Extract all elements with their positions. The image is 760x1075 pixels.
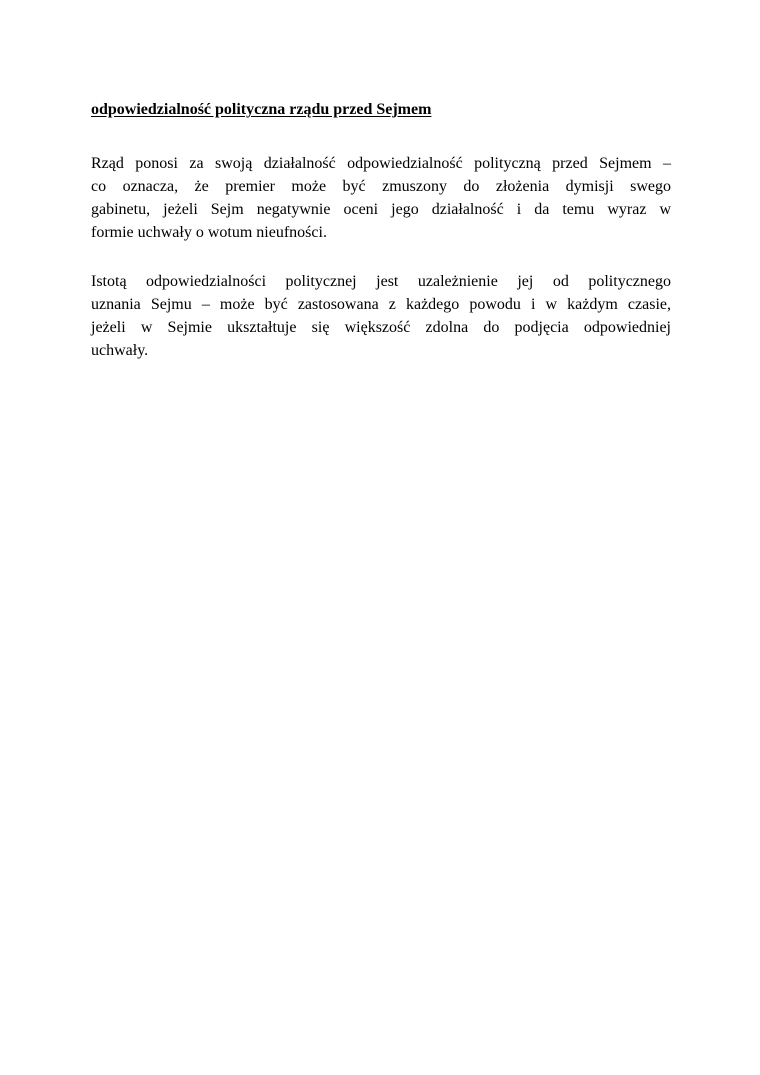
paragraph-line: Rząd ponosi za swoją działalność odpowiedzialność polityczną przed Sejmem – — [91, 155, 671, 172]
paragraph-line: uchwały. — [91, 342, 149, 359]
paragraph-1 — [91, 152, 671, 244]
paragraph-line: co oznacza, że premier może być zmuszony do złożenia dymisji swego — [91, 178, 671, 195]
paragraph-2 — [91, 270, 671, 362]
paragraph-line: gabinetu, jeżeli Sejm negatywnie oceni jego działalność i da temu wyraz w — [91, 201, 671, 218]
paragraph-line: jeżeli w Sejmie ukształtuje się większość zdolna do podjęcia odpowiedniej — [91, 319, 671, 336]
document-title: odpowiedzialność polityczna rządu przed Sejmem — [91, 101, 432, 118]
paragraph-line: uznania Sejmu – może być zastosowana z każdego powodu i w każdym czasie, — [91, 296, 671, 313]
paragraph-line: formie uchwały o wotum nieufności. — [91, 224, 327, 241]
paragraph-line: Istotą odpowiedzialności politycznej jest uzależnienie jej od politycznego — [91, 273, 671, 290]
